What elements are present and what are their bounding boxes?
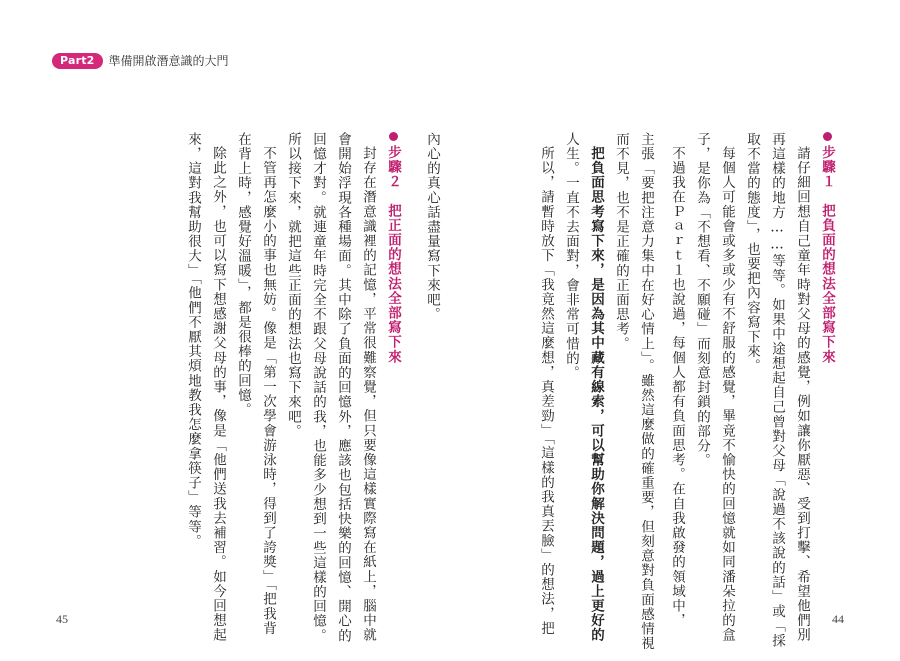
paragraph-line: 取不當的態度」，也要把內容寫下來。 bbox=[744, 132, 760, 374]
paragraph-line: 在背上時，感覺好溫暖」，都是很棒的回憶。 bbox=[235, 132, 251, 418]
paragraph-line: 來，這對我幫助很大」「他們不厭其煩地教我怎麼拿筷子」等等。 bbox=[185, 132, 201, 549]
paragraph-line: 所以，請暫時放下「我竟然這麼想，真差勁」「這樣的我真丟臉」的想法，把 bbox=[538, 146, 554, 636]
paragraph-line: 而不見，也不是正確的正面思考。 bbox=[613, 132, 629, 351]
part-badge: Part2 bbox=[52, 53, 103, 69]
paragraph-line: 內心的真心話盡量寫下來吧。 bbox=[424, 132, 440, 322]
paragraph-line: 人生。一直不去面對，會非常可惜的。 bbox=[563, 132, 579, 381]
paragraph-line: 主張「要把注意力集中在好心情上」。雖然這麼做的確重要，但刻意對負面感情視 bbox=[638, 132, 654, 651]
bullet-icon bbox=[823, 132, 832, 141]
left-page bbox=[95, 132, 455, 643]
running-header bbox=[52, 52, 229, 69]
paragraph-line: 不過我在Ｐａｒｔ１也說過，每個人都有負面思考。在自我啟發的領域中， bbox=[669, 146, 685, 628]
paragraph-line: 所以接下來，就把這些正面的想法也寫下來吧。 bbox=[285, 132, 301, 439]
step1-heading-text: 步驟１ 把負面的想法全部寫下來 bbox=[819, 145, 835, 364]
step2-heading bbox=[384, 132, 402, 602]
chapter-title: 準備開啟潛意識的大門 bbox=[108, 54, 229, 68]
paragraph-line: 不管再怎麼小的事也無妨。像是「第一次學會游泳時，得到了誇獎」「把我背 bbox=[260, 146, 276, 636]
step1-heading bbox=[818, 132, 836, 602]
step2-heading-text: 步驟２ 把正面的想法全部寫下來 bbox=[385, 145, 401, 364]
paragraph-line: 每個人可能會或多或少有不舒服的感覺，畢竟不愉快的回憶就如同潘朵拉的盒 bbox=[719, 146, 735, 643]
emphasis-line: 把負面思考寫下來，是因為其中藏有線索，可以幫助你解決問題，過上更好的 bbox=[588, 146, 604, 643]
paragraph-line: 封存在潛意識裡的記憶，平常很難察覺，但只要像這樣實際寫在紙上，腦中就 bbox=[360, 146, 376, 643]
bullet-icon bbox=[389, 132, 398, 141]
page-number-right: 44 bbox=[832, 612, 844, 626]
paragraph-line: 除此之外，也可以寫下想感謝父母的事，像是「他們送我去補習。如今回想起 bbox=[210, 146, 226, 643]
page-number-left: 45 bbox=[56, 612, 68, 626]
paragraph-line: 子，是你為「不想看、不願碰」而刻意封鎖的部分。 bbox=[694, 132, 710, 468]
paragraph-line: 回憶才對。就連童年時完全不跟父母說話的我，也能多少想到一些這樣的回憶。 bbox=[310, 132, 326, 643]
paragraph-line: 再這樣的地方……等等。如果中途想起自己曾對父母「說過不該說的話」或「採 bbox=[769, 132, 785, 648]
paragraph-line: 請仔細回想自己童年時對父母的感覺，例如讓你厭惡、受到打擊、希望他們別 bbox=[794, 146, 810, 643]
paragraph-line: 會開始浮現各種場面。其中除了負面的回憶外，應該也包括快樂的回憶、開心的 bbox=[335, 132, 351, 643]
